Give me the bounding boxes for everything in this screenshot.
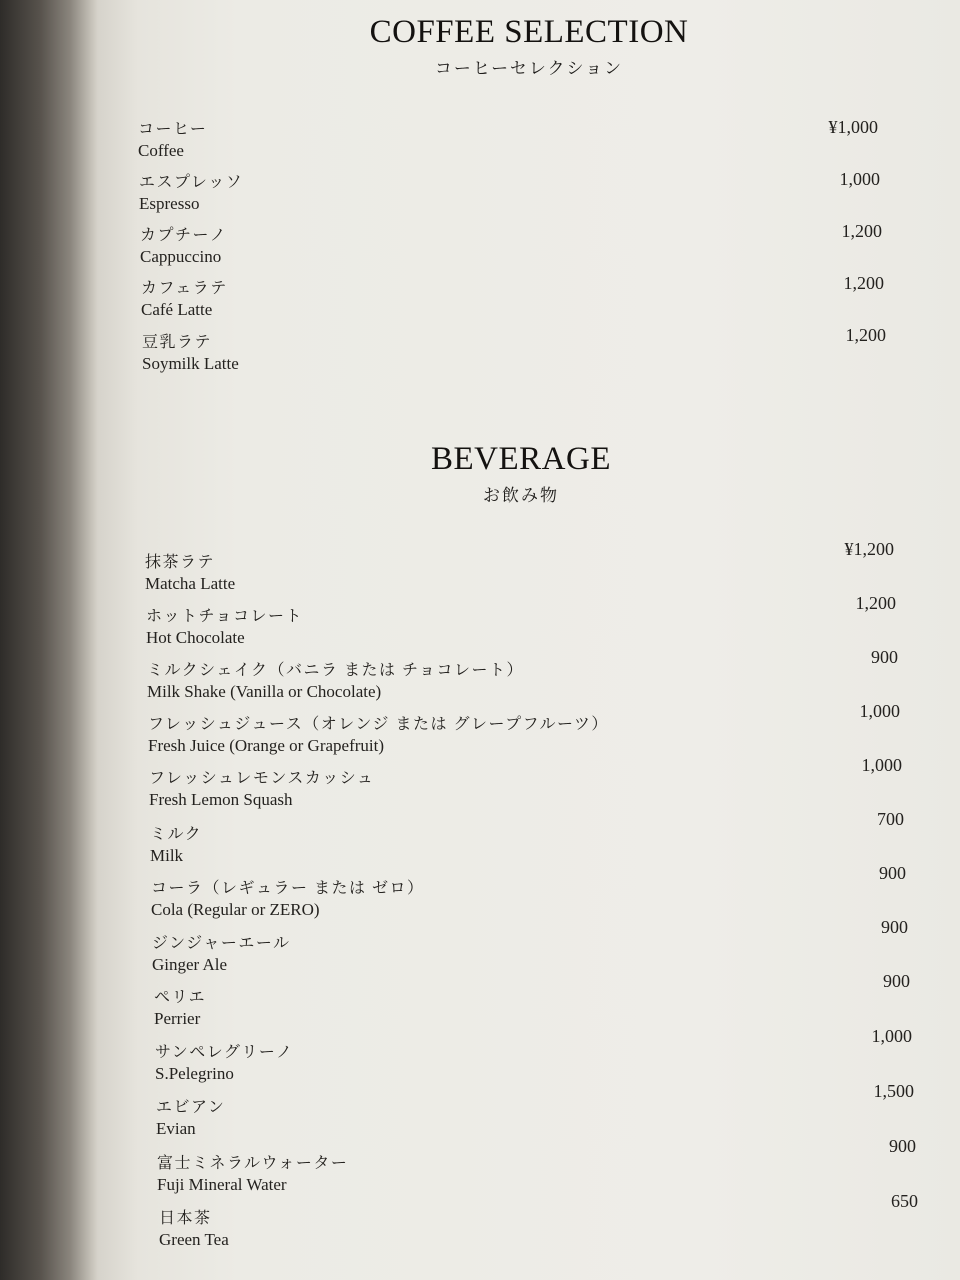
item-name-en: Espresso bbox=[139, 194, 200, 213]
item-name-en: Fuji Mineral Water bbox=[157, 1175, 287, 1194]
item-name-en: Green Tea bbox=[159, 1230, 229, 1249]
coffee-section-subtitle: コーヒーセレクション bbox=[434, 59, 624, 78]
item-price: 1,200 bbox=[855, 593, 896, 613]
item-name-jp: フレッシュレモンスカッシュ bbox=[149, 770, 375, 787]
item-name-en: Evian bbox=[156, 1119, 196, 1138]
item-price: 1,000 bbox=[859, 701, 900, 721]
item-name-jp: 富士ミネラルウォーター bbox=[157, 1155, 349, 1172]
menu-item bbox=[142, 333, 239, 375]
menu-item bbox=[157, 1154, 348, 1196]
item-name-en: Hot Chocolate bbox=[146, 628, 245, 647]
menu-item bbox=[150, 825, 202, 867]
beverage-section-title: BEVERAGE bbox=[431, 441, 611, 477]
item-name-jp: カフェラテ bbox=[141, 280, 228, 297]
item-name-en: Fresh Juice (Orange or Grapefruit) bbox=[148, 736, 385, 755]
item-name-jp: フレッシュジュース（オレンジ または グレープフルーツ） bbox=[148, 716, 609, 733]
item-name-en: Milk bbox=[150, 846, 184, 865]
item-name-en: Perrier bbox=[154, 1009, 201, 1028]
item-name-en: Café Latte bbox=[141, 300, 213, 319]
item-name-jp: 抹茶ラテ bbox=[145, 554, 216, 571]
item-name-en: Coffee bbox=[138, 141, 184, 160]
item-name-en: Fresh Lemon Squash bbox=[149, 790, 293, 809]
menu-item bbox=[146, 607, 303, 649]
item-price: 900 bbox=[871, 647, 898, 667]
book-binding-edge bbox=[0, 0, 100, 1280]
menu-item bbox=[156, 1098, 225, 1140]
menu-item bbox=[151, 879, 425, 921]
coffee-section-title: COFFEE SELECTION bbox=[369, 14, 689, 50]
menu-item bbox=[139, 173, 243, 215]
menu-item bbox=[155, 1043, 294, 1085]
item-name-jp: 日本茶 bbox=[159, 1210, 212, 1227]
item-name-jp: ミルク bbox=[150, 826, 203, 843]
item-name-jp: カプチーノ bbox=[140, 227, 228, 244]
menu-item bbox=[145, 553, 235, 595]
item-name-en: Cola (Regular or ZERO) bbox=[151, 900, 320, 919]
item-price: ¥1,200 bbox=[844, 539, 894, 559]
menu-item bbox=[138, 120, 207, 162]
item-price: 1,000 bbox=[839, 169, 880, 189]
item-price: 650 bbox=[891, 1191, 918, 1211]
menu-item bbox=[152, 934, 291, 976]
item-name-en: Matcha Latte bbox=[145, 574, 236, 593]
item-price: 1,000 bbox=[871, 1026, 912, 1046]
menu-item bbox=[147, 661, 524, 703]
item-name-en: S.Pelegrino bbox=[155, 1064, 234, 1083]
beverage-section-subtitle: お飲み物 bbox=[483, 486, 559, 505]
item-price: 1,200 bbox=[845, 325, 886, 345]
item-price: 700 bbox=[877, 809, 904, 829]
menu-item bbox=[141, 279, 228, 321]
menu-item bbox=[149, 769, 374, 811]
menu-item bbox=[154, 988, 206, 1030]
item-name-jp: コーヒー bbox=[138, 121, 208, 138]
item-price: 1,000 bbox=[861, 755, 902, 775]
item-name-jp: 豆乳ラテ bbox=[142, 334, 213, 351]
item-name-jp: ホットチョコレート bbox=[146, 608, 304, 625]
menu-item bbox=[159, 1209, 229, 1251]
item-name-en: Ginger Ale bbox=[152, 955, 228, 974]
item-price: 900 bbox=[889, 1136, 916, 1156]
item-name-jp: ペリエ bbox=[154, 989, 207, 1006]
item-name-jp: ミルクシェイク（バニラ または チョコレート） bbox=[147, 662, 525, 679]
item-name-jp: サンペレグリーノ bbox=[155, 1044, 294, 1061]
menu-item bbox=[148, 715, 609, 757]
item-price: ¥1,000 bbox=[828, 117, 878, 137]
menu-page bbox=[98, 0, 960, 1280]
menu-item bbox=[140, 226, 227, 268]
item-price: 1,200 bbox=[843, 273, 884, 293]
item-price: 900 bbox=[881, 917, 908, 937]
item-price: 900 bbox=[883, 971, 910, 991]
item-name-en: Milk Shake (Vanilla or Chocolate) bbox=[147, 682, 382, 701]
item-name-en: Cappuccino bbox=[140, 247, 222, 266]
item-name-jp: ジンジャーエール bbox=[152, 935, 291, 952]
item-name-jp: エスプレッソ bbox=[139, 174, 244, 191]
item-name-jp: エビアン bbox=[156, 1099, 226, 1116]
item-name-jp: コーラ（レギュラー または ゼロ） bbox=[151, 880, 425, 897]
item-price: 1,200 bbox=[841, 221, 882, 241]
item-price: 900 bbox=[879, 863, 906, 883]
item-name-en: Soymilk Latte bbox=[142, 354, 239, 373]
item-price: 1,500 bbox=[873, 1081, 914, 1101]
